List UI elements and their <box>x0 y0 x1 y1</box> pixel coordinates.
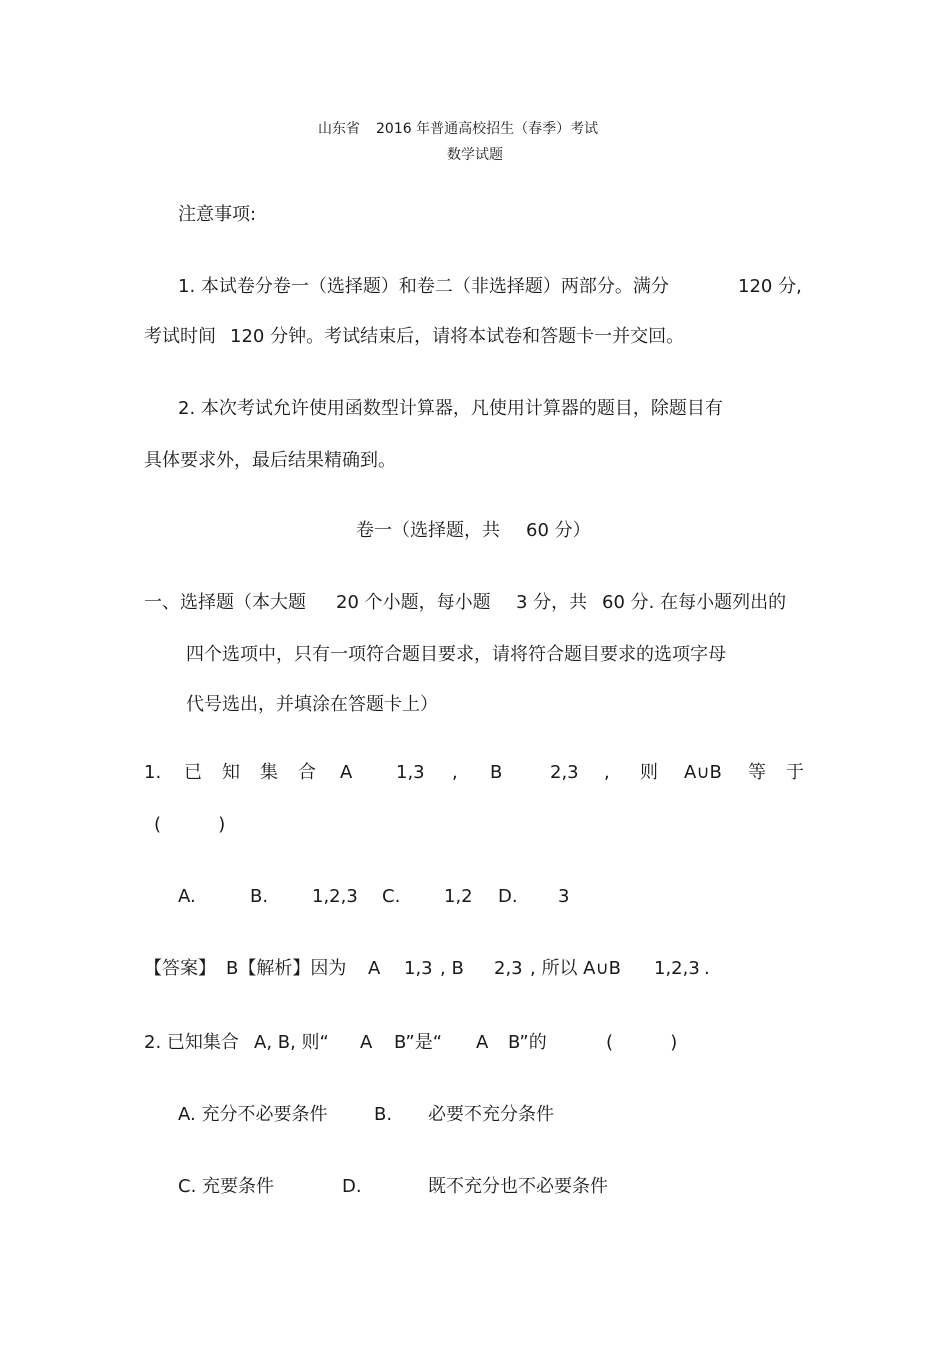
part-intro-d: 60 分. 在每小题列出的 <box>602 592 787 613</box>
q2-option-b: B. <box>374 1104 393 1125</box>
q1-stem-cell: A <box>340 762 353 783</box>
q1-answer-set-b-value: 2,3 <box>494 958 523 979</box>
q2-stem-d: B”是“ <box>394 1032 443 1053</box>
q1-option-c-value: 1,2 <box>444 886 473 907</box>
part-intro-line3: 代号选出，并填涂在答题卡上） <box>186 694 438 715</box>
q2-option-a: A. 充分不必要条件 <box>178 1104 328 1125</box>
q1-answer-set-a-value: 1,3 <box>404 958 433 979</box>
q1-answer-period: . <box>704 958 710 979</box>
notice-item-1: 1. 本试卷分卷一（选择题）和卷二（非选择题）两部分。满分 <box>178 276 669 297</box>
q1-stem-cell: , <box>452 762 458 783</box>
q1-stem-cell: 2,3 <box>550 762 579 783</box>
q1-stem-cell: 集 <box>260 762 278 783</box>
q1-stem-cell: 已 <box>184 762 202 783</box>
title-subject: 数学试题 <box>447 147 503 163</box>
q1-option-d: D. <box>498 886 518 907</box>
notice-item-1-cont: 考试时间 <box>144 326 216 347</box>
q1-answer-paren: ( ) <box>154 814 226 835</box>
notice-title: 注意事项: <box>178 204 257 225</box>
q2-stem-b: A, B, 则“ <box>254 1032 329 1053</box>
title-province: 山东省 <box>318 121 360 137</box>
part-intro-c: 3 分，共 <box>516 592 588 613</box>
notice-item-2-cont: 具体要求外，最后结果精确到。 <box>144 450 396 471</box>
q1-answer-label: 【答案】 <box>144 958 216 979</box>
q1-stem-cell: , <box>604 762 610 783</box>
q2-option-d-value: 既不充分也不必要条件 <box>428 1176 608 1197</box>
q1-answer-set-a: A <box>368 958 381 979</box>
q2-stem-e: A <box>476 1032 489 1053</box>
q1-answer-body: B【解析】因为 <box>226 958 347 979</box>
q1-answer-union: , 所以 A∪B <box>530 958 622 979</box>
q1-answer-set-b: , B <box>440 958 464 979</box>
q2-answer-paren: ( ) <box>606 1032 678 1053</box>
q1-stem-cell: 1,3 <box>396 762 425 783</box>
section-heading-score: 60 分） <box>526 520 591 541</box>
q1-stem-cell: 合 <box>298 762 316 783</box>
notice-item-2: 2. 本次考试允许使用函数型计算器，凡使用计算器的题目，除题目有 <box>178 398 723 419</box>
q2-stem-f: B”的 <box>508 1032 547 1053</box>
q1-option-b-value: 1,2,3 <box>312 886 358 907</box>
q1-stem-cell: 1. <box>144 762 162 783</box>
q2-option-b-value: 必要不充分条件 <box>428 1104 554 1125</box>
q1-option-d-value: 3 <box>558 886 570 907</box>
q1-stem-cell: 等 <box>748 762 766 783</box>
q1-stem-cell: A∪B <box>684 762 722 783</box>
q2-option-c: C. 充要条件 <box>178 1176 275 1197</box>
part-intro-b: 20 个小题，每小题 <box>336 592 491 613</box>
title-exam: 2016 年普通高校招生（春季）考试 <box>376 121 599 137</box>
q2-stem-a: 2. 已知集合 <box>144 1032 239 1053</box>
q1-stem-cell: B <box>490 762 503 783</box>
q2-stem-c: A <box>360 1032 373 1053</box>
q1-stem-cell: 则 <box>640 762 658 783</box>
section-heading: 卷一（选择题，共 <box>356 520 500 541</box>
q1-option-c: C. <box>382 886 401 907</box>
part-intro-line2: 四个选项中，只有一项符合题目要求，请将符合题目要求的选项字母 <box>186 644 726 665</box>
q1-option-a: A. <box>178 886 196 907</box>
q1-option-b: B. <box>250 886 269 907</box>
notice-item-1-cont-b: 120 分钟。考试结束后，请将本试卷和答题卡一并交回。 <box>230 326 685 347</box>
part-intro-a: 一、选择题（本大题 <box>144 592 306 613</box>
q1-stem-cell: 于 <box>786 762 804 783</box>
notice-item-1-score: 120 分, <box>738 276 802 297</box>
q1-answer-result: 1,2,3 <box>654 958 700 979</box>
q2-option-d: D. <box>342 1176 362 1197</box>
q1-stem-cell: 知 <box>222 762 240 783</box>
